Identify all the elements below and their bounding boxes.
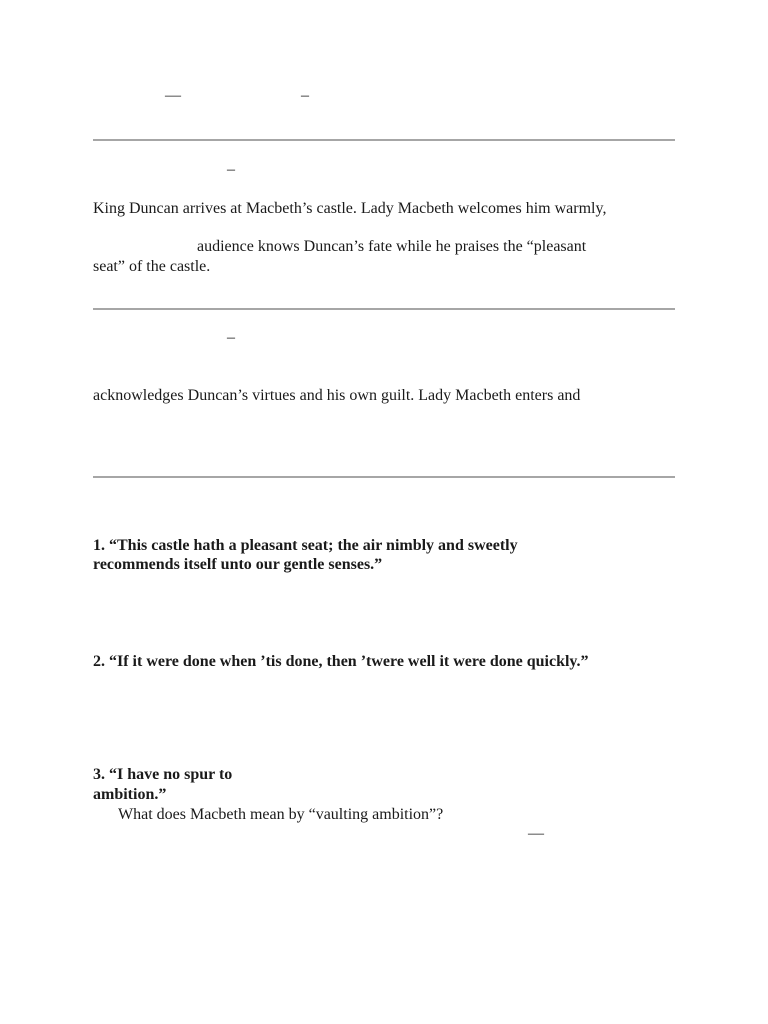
quote-3-line-1: 3. “I have no spur to <box>93 766 233 783</box>
section2-heading-dash: – <box>227 329 235 346</box>
quote-3-dash: — <box>528 825 544 842</box>
quote-1-line-1: 1. “This castle hath a pleasant seat; the air nimbly and sweetly <box>93 537 518 554</box>
section1-heading-dash: – <box>227 161 235 178</box>
quote-2: 2. “If it were done when ’tis done, then ’twere well it were done quickly.” <box>93 653 589 670</box>
quote-1-line-2: recommends itself unto our gentle senses.” <box>93 556 383 573</box>
divider <box>93 476 675 478</box>
section1-line-3: seat” of the castle. <box>93 258 211 275</box>
header-dash-long: — <box>165 87 181 104</box>
divider <box>93 139 675 141</box>
section2-line-1: acknowledges Duncan’s virtues and his own guilt. Lady Macbeth enters and <box>93 387 581 404</box>
divider <box>93 308 675 310</box>
header-dash-short: – <box>301 87 309 104</box>
section1-line-2: audience knows Duncan’s fate while he praises the “pleasant <box>197 238 587 255</box>
quote-3-question: What does Macbeth mean by “vaulting ambition”? <box>118 806 444 823</box>
quote-3-line-2: ambition.” <box>93 786 167 803</box>
section1-line-1: King Duncan arrives at Macbeth’s castle. Lady Macbeth welcomes him warmly, <box>93 200 607 217</box>
